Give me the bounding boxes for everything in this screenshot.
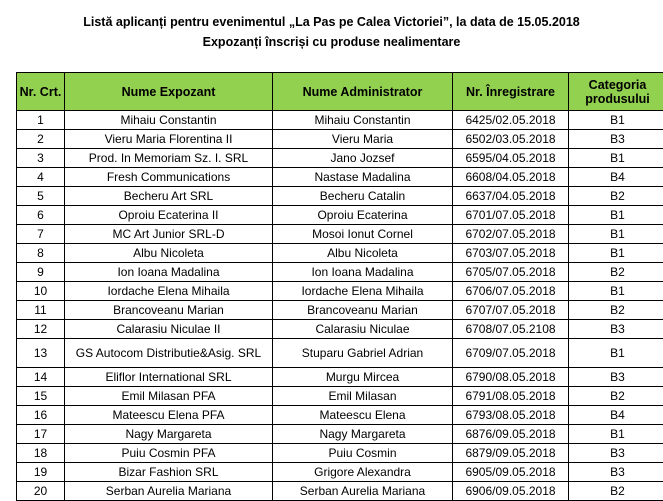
exhibitor-name-cell: Bizar Fashion SRL <box>65 463 273 482</box>
product-category-cell: B2 <box>569 187 663 206</box>
product-category-cell: B1 <box>569 206 663 225</box>
product-category-cell: B4 <box>569 406 663 425</box>
row-number-cell: 3 <box>17 149 65 168</box>
registration-number-cell: 6793/08.05.2018 <box>453 406 569 425</box>
registration-number-cell: 6707/07.05.2018 <box>453 301 569 320</box>
table-row <box>17 282 663 301</box>
product-category-cell: B3 <box>569 130 663 149</box>
exhibitor-name-cell: Iordache Elena Mihaila <box>65 282 273 301</box>
document-title: Listă aplicanți pentru evenimentul „La Pas pe Calea Victoriei”, la data de 15.05.2018 <box>0 12 663 32</box>
table-row <box>17 425 663 444</box>
table-row <box>17 368 663 387</box>
exhibitor-name-cell: Prod. In Memoriam Sz. I. SRL <box>65 149 273 168</box>
document-subtitle: Expozanți înscriși cu produse nealimentare <box>0 32 663 52</box>
exhibitor-name-cell: Puiu Cosmin PFA <box>65 444 273 463</box>
exhibitor-name-cell: Becheru Art SRL <box>65 187 273 206</box>
row-number-cell: 11 <box>17 301 65 320</box>
administrator-name-cell: Murgu Mircea <box>273 368 453 387</box>
table-row <box>17 339 663 368</box>
row-number-cell: 13 <box>17 339 65 368</box>
administrator-name-cell: Brancoveanu Marian <box>273 301 453 320</box>
registration-number-cell: 6701/07.05.2018 <box>453 206 569 225</box>
registration-number-cell: 6706/07.05.2018 <box>453 282 569 301</box>
row-number-cell: 9 <box>17 263 65 282</box>
administrator-name-cell: Mihaiu Constantin <box>273 111 453 130</box>
product-category-cell: B3 <box>569 444 663 463</box>
row-number-cell: 15 <box>17 387 65 406</box>
exhibitor-name-cell: Eliflor International SRL <box>65 368 273 387</box>
table-row <box>17 149 663 168</box>
administrator-name-cell: Mateescu Elena <box>273 406 453 425</box>
table-body <box>17 111 663 501</box>
product-category-cell: B2 <box>569 482 663 501</box>
administrator-name-cell: Calarasiu Niculae <box>273 320 453 339</box>
table-row <box>17 111 663 130</box>
table-row <box>17 444 663 463</box>
registration-number-cell: 6705/07.05.2018 <box>453 263 569 282</box>
column-header-nume-expozant: Nume Expozant <box>65 73 273 111</box>
administrator-name-cell: Grigore Alexandra <box>273 463 453 482</box>
product-category-cell: B2 <box>569 387 663 406</box>
table-row <box>17 206 663 225</box>
row-number-cell: 14 <box>17 368 65 387</box>
row-number-cell: 18 <box>17 444 65 463</box>
registration-number-cell: 6708/07.05.2108 <box>453 320 569 339</box>
exhibitor-name-cell: MC Art Junior SRL-D <box>65 225 273 244</box>
row-number-cell: 16 <box>17 406 65 425</box>
table-row <box>17 387 663 406</box>
row-number-cell: 5 <box>17 187 65 206</box>
table-row <box>17 320 663 339</box>
column-header-nr-crt: Nr. Crt. <box>17 73 65 111</box>
exhibitor-name-cell: Vieru Maria Florentina II <box>65 130 273 149</box>
table-row <box>17 168 663 187</box>
registration-number-cell: 6905/09.05.2018 <box>453 463 569 482</box>
table-row <box>17 187 663 206</box>
exhibitor-name-cell: Fresh Communications <box>65 168 273 187</box>
registration-number-cell: 6703/07.05.2018 <box>453 244 569 263</box>
registration-number-cell: 6879/09.05.2018 <box>453 444 569 463</box>
administrator-name-cell: Serban Aurelia Mariana <box>273 482 453 501</box>
registration-number-cell: 6709/07.05.2018 <box>453 339 569 368</box>
administrator-name-cell: Nastase Madalina <box>273 168 453 187</box>
exhibitor-name-cell: Mateescu Elena PFA <box>65 406 273 425</box>
row-number-cell: 10 <box>17 282 65 301</box>
product-category-cell: B1 <box>569 149 663 168</box>
row-number-cell: 17 <box>17 425 65 444</box>
table-row <box>17 406 663 425</box>
registration-number-cell: 6595/04.05.2018 <box>453 149 569 168</box>
registration-number-cell: 6906/09.05.2018 <box>453 482 569 501</box>
exhibitor-name-cell: Calarasiu Niculae II <box>65 320 273 339</box>
row-number-cell: 2 <box>17 130 65 149</box>
product-category-cell: B4 <box>569 168 663 187</box>
administrator-name-cell: Nagy Margareta <box>273 425 453 444</box>
row-number-cell: 20 <box>17 482 65 501</box>
row-number-cell: 6 <box>17 206 65 225</box>
exhibitor-name-cell: Nagy Margareta <box>65 425 273 444</box>
exhibitor-name-cell: Emil Milasan PFA <box>65 387 273 406</box>
table-row <box>17 263 663 282</box>
administrator-name-cell: Oproiu Ecaterina <box>273 206 453 225</box>
exhibitor-name-cell: Brancoveanu Marian <box>65 301 273 320</box>
table-header-row <box>17 73 663 111</box>
registration-number-cell: 6425/02.05.2018 <box>453 111 569 130</box>
table-row <box>17 482 663 501</box>
exhibitor-name-cell: Ion Ioana Madalina <box>65 263 273 282</box>
exhibitor-name-cell: Albu Nicoleta <box>65 244 273 263</box>
product-category-cell: B3 <box>569 368 663 387</box>
table-row <box>17 225 663 244</box>
product-category-cell: B1 <box>569 244 663 263</box>
product-category-cell: B1 <box>569 339 663 368</box>
administrator-name-cell: Jano Jozsef <box>273 149 453 168</box>
administrator-name-cell: Ion Ioana Madalina <box>273 263 453 282</box>
row-number-cell: 12 <box>17 320 65 339</box>
administrator-name-cell: Vieru Maria <box>273 130 453 149</box>
product-category-cell: B2 <box>569 263 663 282</box>
administrator-name-cell: Iordache Elena Mihaila <box>273 282 453 301</box>
column-header-nr-inregistrare: Nr. Înregistrare <box>453 73 569 111</box>
exhibitor-name-cell: Oproiu Ecaterina II <box>65 206 273 225</box>
administrator-name-cell: Becheru Catalin <box>273 187 453 206</box>
administrator-name-cell: Albu Nicoleta <box>273 244 453 263</box>
row-number-cell: 8 <box>17 244 65 263</box>
table-row <box>17 244 663 263</box>
product-category-cell: B1 <box>569 225 663 244</box>
administrator-name-cell: Emil Milasan <box>273 387 453 406</box>
registration-number-cell: 6637/04.05.2018 <box>453 187 569 206</box>
product-category-cell: B3 <box>569 463 663 482</box>
registration-number-cell: 6702/07.05.2018 <box>453 225 569 244</box>
product-category-cell: B3 <box>569 320 663 339</box>
table-row <box>17 463 663 482</box>
row-number-cell: 7 <box>17 225 65 244</box>
row-number-cell: 4 <box>17 168 65 187</box>
registration-number-cell: 6876/09.05.2018 <box>453 425 569 444</box>
column-header-categoria-produsului: Categoria produsului <box>569 73 663 111</box>
administrator-name-cell: Mosoi Ionut Cornel <box>273 225 453 244</box>
exhibitor-name-cell: Mihaiu Constantin <box>65 111 273 130</box>
registration-number-cell: 6790/08.05.2018 <box>453 368 569 387</box>
applicants-table <box>16 72 663 501</box>
product-category-cell: B1 <box>569 425 663 444</box>
registration-number-cell: 6791/08.05.2018 <box>453 387 569 406</box>
product-category-cell: B1 <box>569 111 663 130</box>
row-number-cell: 1 <box>17 111 65 130</box>
registration-number-cell: 6502/03.05.2018 <box>453 130 569 149</box>
product-category-cell: B1 <box>569 282 663 301</box>
exhibitor-name-cell: Serban Aurelia Mariana <box>65 482 273 501</box>
registration-number-cell: 6608/04.05.2018 <box>453 168 569 187</box>
administrator-name-cell: Stuparu Gabriel Adrian <box>273 339 453 368</box>
exhibitor-name-cell: GS Autocom Distributie&Asig. SRL <box>65 339 273 368</box>
table-row <box>17 130 663 149</box>
product-category-cell: B2 <box>569 301 663 320</box>
table-row <box>17 301 663 320</box>
administrator-name-cell: Puiu Cosmin <box>273 444 453 463</box>
column-header-nume-administrator: Nume Administrator <box>273 73 453 111</box>
row-number-cell: 19 <box>17 463 65 482</box>
